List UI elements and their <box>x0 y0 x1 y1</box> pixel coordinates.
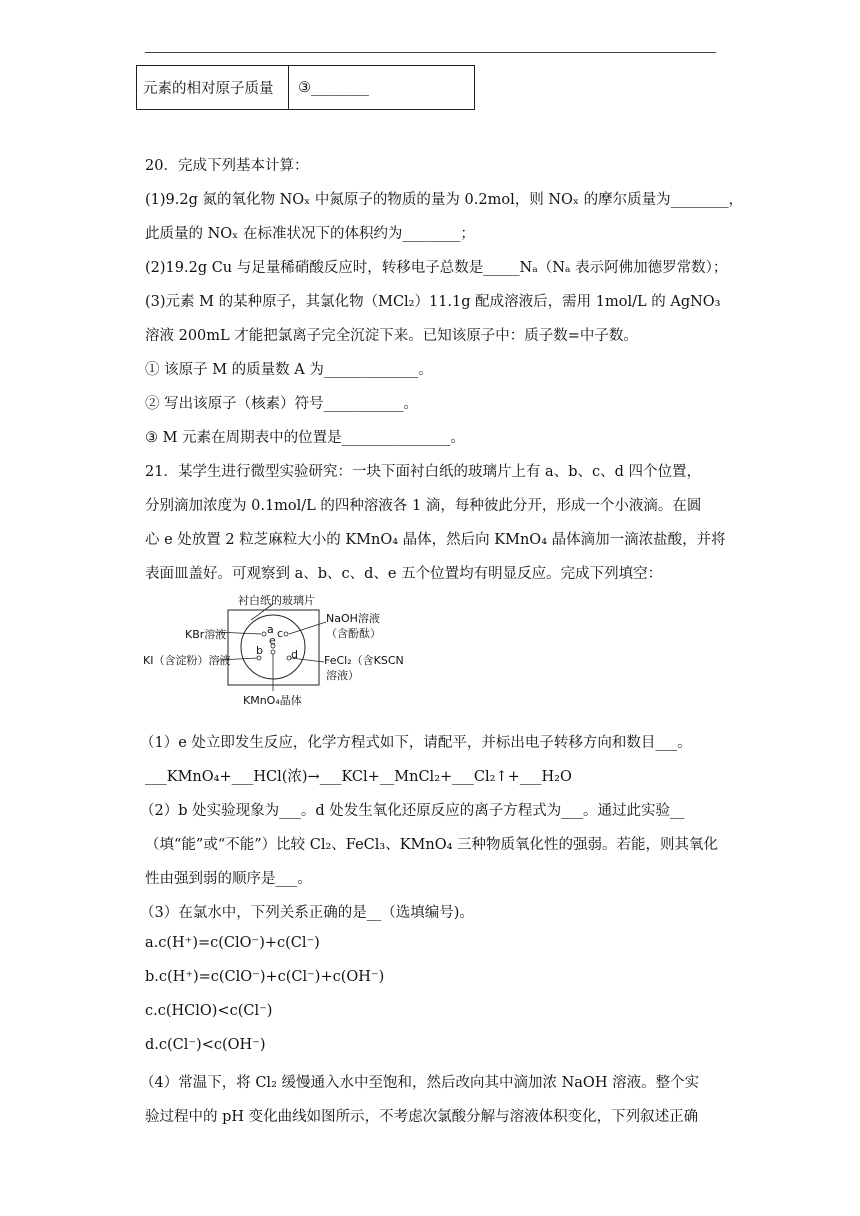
fig-kbr-label: KBr溶液 <box>185 628 227 641</box>
drop-e-bottom <box>271 650 275 654</box>
answer-table <box>136 65 475 110</box>
q21-part2-line2: （填“能”或“不能”）比较 Cl₂、FeCl₃、KMnO₄ 三种物质氧化性的强弱。若能，则其氧化 <box>145 837 719 853</box>
fig-naoh-note: （含酚酞） <box>326 627 381 640</box>
q21-part4-line2: 验过程中的 pH 变化曲线如图所示，不考虑次氯酸分解与溶液体积变化，下列叙述正确 <box>145 1109 699 1125</box>
option-b: b.c(H⁺)=c(ClO⁻)+c(Cl⁻)+c(OH⁻) <box>145 969 385 985</box>
label-d: d <box>291 648 298 661</box>
q21-equation: ___KMnO₄+___HCl(浓)→___KCl+__MnCl₂+___Cl₂↑+___H₂O <box>145 769 572 785</box>
q20-part3-line2: 溶液 200mL 才能把氯离子完全沉淀下来。已知该原子中：质子数=中子数。 <box>145 328 638 344</box>
option-d: d.c(Cl⁻)<c(OH⁻) <box>145 1037 266 1053</box>
drop-c <box>284 632 288 636</box>
fig-ki-label: KI（含淀粉）溶液 <box>143 654 231 667</box>
q21-part2-line3: 性由强到弱的顺序是___。 <box>145 871 312 887</box>
experiment-diagram <box>143 592 418 710</box>
fig-fecl-note: 溶液） <box>326 669 359 682</box>
q21-part3: （3）在氯水中，下列关系正确的是__（选填编号)。 <box>140 905 474 921</box>
q20-sub3: ③ M 元素在周期表中的位置是_______________。 <box>145 430 465 446</box>
question-21-line2: 分别滴加浓度为 0.1mol/L 的四种溶液各 1 滴，每种彼此分开，形成一个小液滴。在圆 <box>145 498 702 514</box>
label-c: c <box>277 627 284 640</box>
question-21-line3: 心 e 处放置 2 粒芝麻粒大小的 KMnO₄ 晶体，然后向 KMnO₄ 晶体滴加一滴浓盐酸，并将 <box>145 532 726 548</box>
fig-naoh-label: NaOH溶液 <box>326 612 380 625</box>
table-blank-cell: ③________ <box>298 79 369 96</box>
q21-part4-line1: （4）常温下，将 Cl₂ 缓慢通入水中至饱和，然后改向其中滴加浓 NaOH 溶液。整个实 <box>140 1075 700 1091</box>
q20-sub2: ② 写出该原子（核素）符号___________。 <box>145 396 418 412</box>
label-e: e <box>269 634 276 647</box>
option-a: a.c(H⁺)=c(ClO⁻)+c(Cl⁻) <box>145 935 320 951</box>
fig-title: 衬白纸的玻璃片 <box>238 594 315 607</box>
option-c: c.c(HClO)<c(Cl⁻) <box>145 1003 273 1019</box>
q20-part1-line1: (1)9.2g 氮的氧化物 NOₓ 中氮原子的物质的量为 0.2mol，则 NOₓ 的摩尔质量为________， <box>145 192 744 208</box>
fig-kmno4-label: KMnO₄晶体 <box>243 694 302 707</box>
q20-part1-line2: 此质量的 NOₓ 在标准状况下的体积约为________； <box>145 226 475 242</box>
label-a: a <box>267 623 274 636</box>
question-21-line4: 表面皿盖好。可观察到 a、b、c、d、e 五个位置均有明显反应。完成下列填空： <box>145 566 663 582</box>
fig-fecl-label: FeCl₂（含KSCN <box>324 654 404 667</box>
q20-sub1: ① 该原子 M 的质量数 A 为_____________。 <box>145 362 433 378</box>
question-21-line1: 21．某学生进行微型实验研究：一块下面衬白纸的玻璃片上有 a、b、c、d 四个位置， <box>145 464 701 480</box>
q21-part2-line1: （2）b 处实验现象为___。d 处发生氧化还原反应的离子方程式为___。通过此实验__ <box>140 803 685 819</box>
q20-part2: (2)19.2g Cu 与足量稀硝酸反应时，转移电子总数是_____Nₐ（Nₐ 表示阿佛加德罗常数）； <box>145 260 728 276</box>
drop-a <box>262 632 266 636</box>
label-b: b <box>256 644 263 657</box>
q21-part1: （1）e 处立即发生反应，化学方程式如下，请配平，并标出电子转移方向和数目___。 <box>140 735 692 751</box>
q20-part3-line1: (3)元素 M 的某种原子，其氯化物（MCl₂）11.1g 配成溶液后，需用 1mol/L 的 AgNO₃ <box>145 294 721 310</box>
table-label-cell: 元素的相对原子质量 <box>137 66 289 109</box>
question-20-title: 20．完成下列基本计算： <box>145 158 309 174</box>
header-rule <box>145 52 716 53</box>
